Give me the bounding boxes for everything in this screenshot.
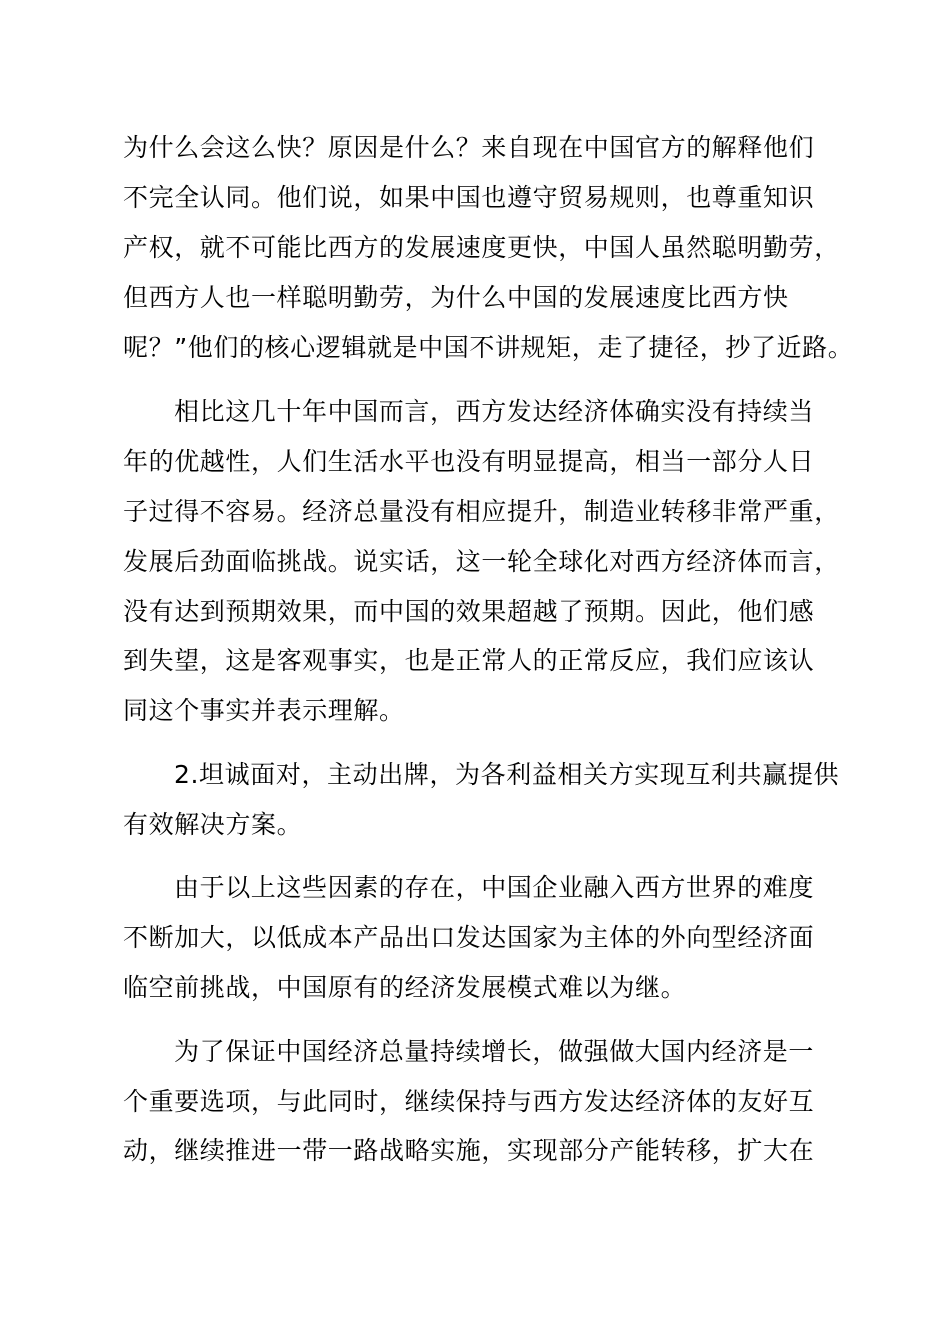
paragraph-3-line-2: 有效解决方案。 <box>123 810 303 839</box>
paragraph-1-line-2: 不完全认同。他们说，如果中国也遵守贸易规则，也尊重知识 <box>123 183 815 212</box>
paragraph-2-line-4: 发展后劲面临挑战。说实话，这一轮全球化对西方经济体而言， <box>123 547 840 576</box>
paragraph-2-line-5: 没有达到预期效果，而中国的效果超越了预期。因此，他们感 <box>123 597 815 626</box>
paragraph-4-line-3: 临空前挑战，中国原有的经济发展模式难以为继。 <box>123 973 687 1002</box>
paragraph-4-line-1: 由于以上这些因素的存在，中国企业融入西方世界的难度 <box>174 873 815 902</box>
paragraph-2-line-7: 同这个事实并表示理解。 <box>123 696 405 725</box>
paragraph-1-line-1: 为什么会这么快？原因是什么？来自现在中国官方的解释他们 <box>123 133 815 162</box>
paragraph-4-line-2: 不断加大，以低成本产品出口发达国家为主体的外向型经济面 <box>123 923 815 952</box>
paragraph-2-line-1: 相比这几十年中国而言，西方发达经济体确实没有持续当 <box>174 397 815 426</box>
paragraph-5-line-3: 动，继续推进一带一路战略实施，实现部分产能转移，扩大在 <box>123 1136 815 1165</box>
paragraph-1-line-3: 产权，就不可能比西方的发展速度更快，中国人虽然聪明勤劳， <box>123 233 840 262</box>
paragraph-2-line-2: 年的优越性，人们生活水平也没有明显提高，相当一部分人日 <box>123 447 815 476</box>
paragraph-2-line-3: 子过得不容易。经济总量没有相应提升，制造业转移非常严重， <box>123 497 840 526</box>
paragraph-2-line-6: 到失望，这是客观事实，也是正常人的正常反应，我们应该认 <box>123 646 815 675</box>
paragraph-1-line-5: 呢？”他们的核心逻辑就是中国不讲规矩，走了捷径，抄了近路。 <box>123 333 854 362</box>
paragraph-3-line-1: 2.坦诚面对，主动出牌，为各利益相关方实现互利共赢提供 <box>174 760 840 789</box>
paragraph-5-line-1: 为了保证中国经济总量持续增长，做强做大国内经济是一 <box>174 1037 815 1066</box>
paragraph-1-line-4: 但西方人也一样聪明勤劳，为什么中国的发展速度比西方快 <box>123 283 789 312</box>
paragraph-5-line-2: 个重要选项，与此同时，继续保持与西方发达经济体的友好互 <box>123 1087 815 1116</box>
